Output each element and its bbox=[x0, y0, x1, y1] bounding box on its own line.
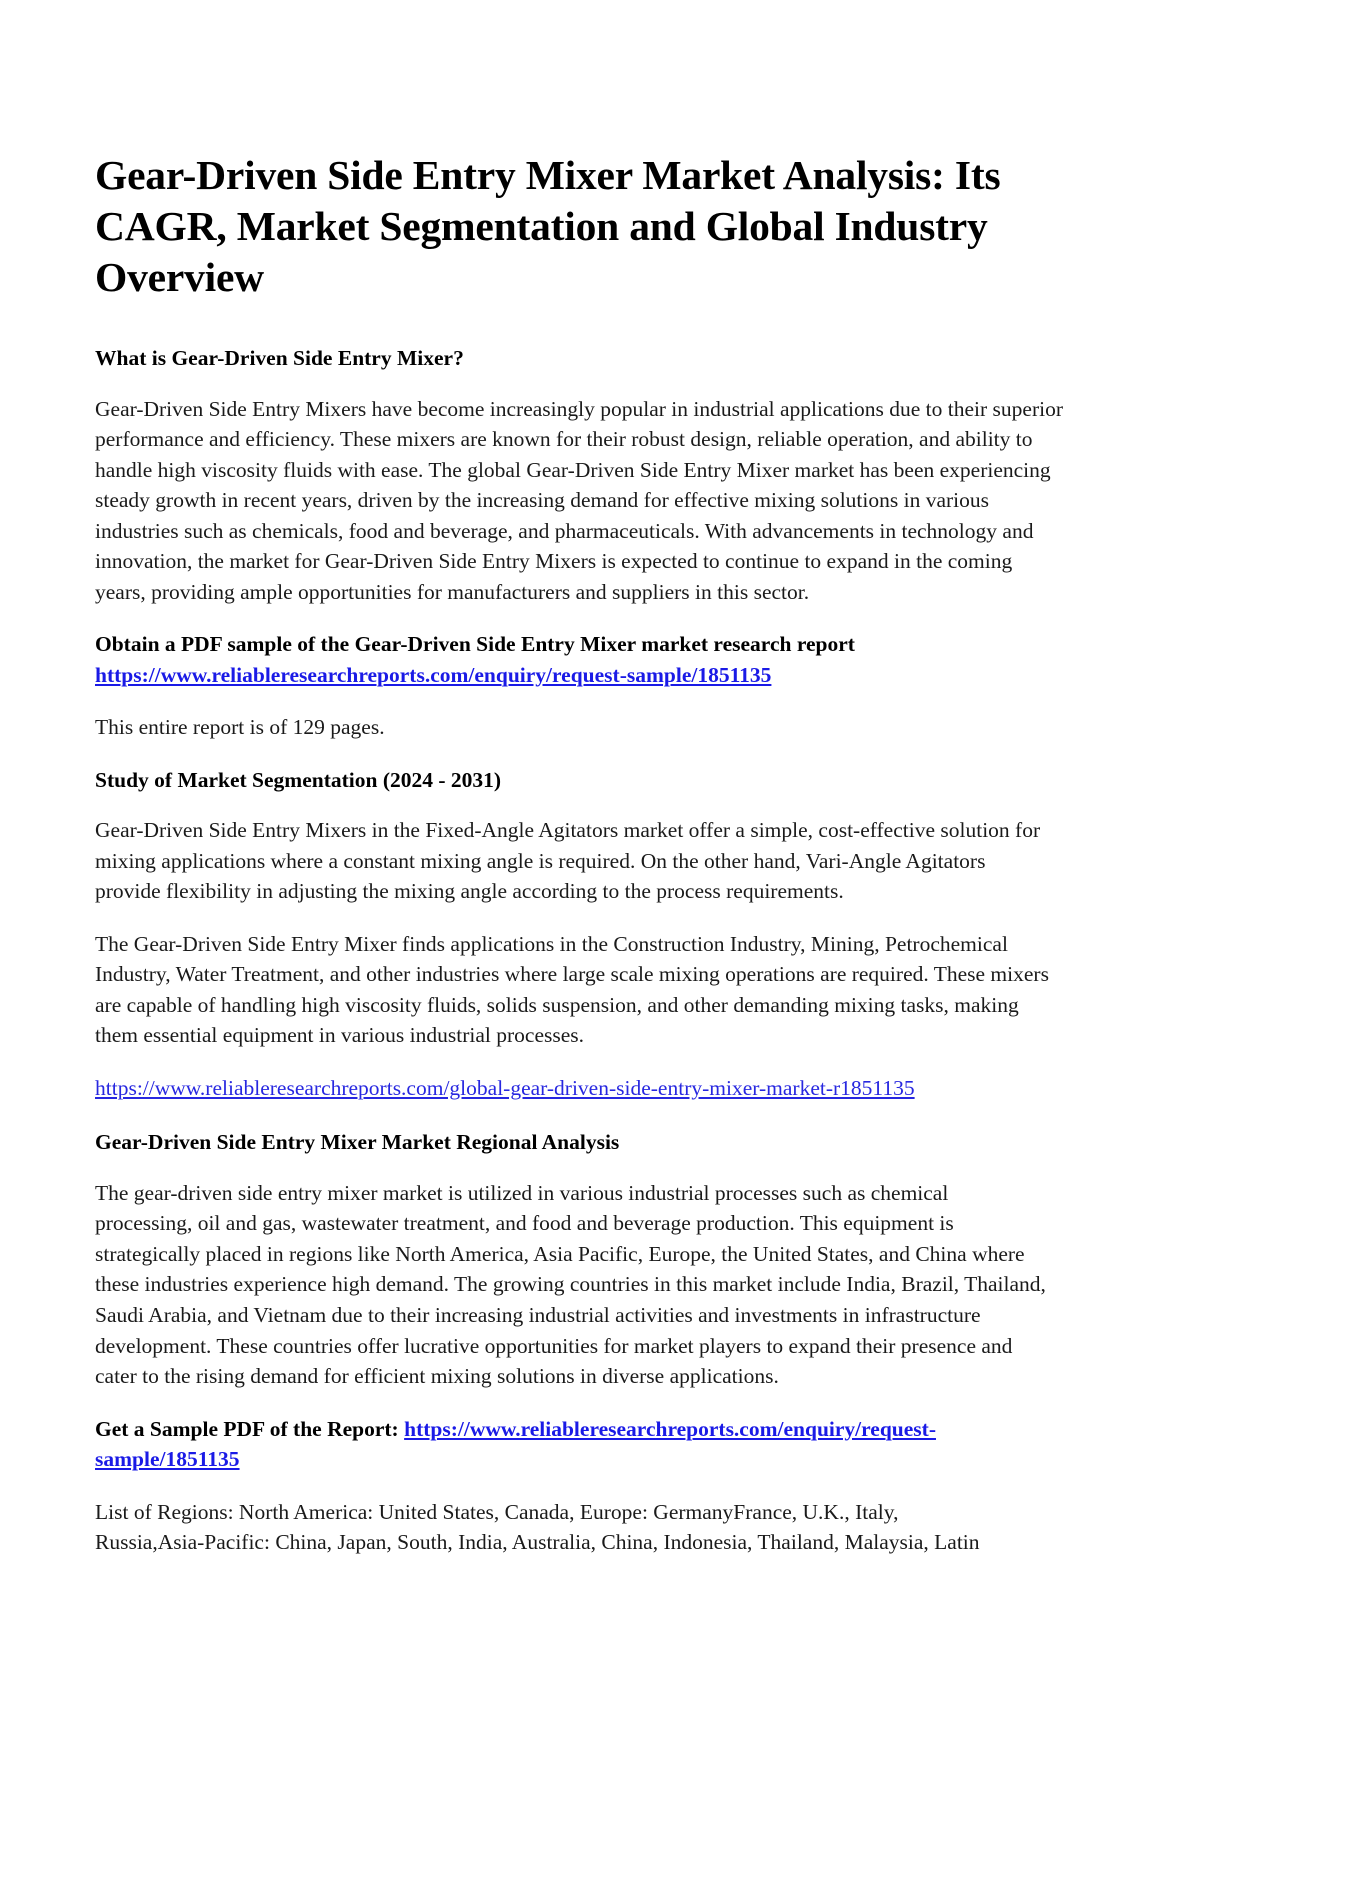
heading-market-segmentation: Study of Market Segmentation (2024 - 2031) bbox=[95, 767, 502, 792]
paragraph-page-count: This entire report is of 129 pages. bbox=[95, 715, 385, 740]
market-page-link[interactable]: https://www.reliableresearchreports.com/global-gear-driven-side-entry-mixer-market-r1851135 bbox=[95, 1075, 915, 1100]
pdf-sample-link[interactable]: https://www.reliableresearchreports.com/enquiry/request-sample/1851135 bbox=[95, 662, 772, 687]
paragraph-segmentation-types: Gear-Driven Side Entry Mixers in the Fixed-Angle Agitators market offer a simple, cost-effective solution for mixing applications where a constant mixing angle is required. On the other hand, Vari-Angle Agitators provide flexibility in adjusting the mixing angle according to the process requirements. bbox=[95, 818, 1041, 904]
page-title: Gear-Driven Side Entry Mixer Market Analysis: Its CAGR, Market Segmentation and Global Industry Overview bbox=[95, 152, 1001, 301]
paragraph-segmentation-applications: The Gear-Driven Side Entry Mixer finds applications in the Construction Industry, Mining, Petrochemical Industry, Water Treatment, and other industries where large scale mixing operations are required. These mixers are capable of handling high viscosity fluids, solids suspension, and other demanding mixing tasks, making them essential equipment in various industrial processes. bbox=[95, 931, 1049, 1048]
heading-regional-analysis: Gear-Driven Side Entry Mixer Market Regional Analysis bbox=[95, 1130, 620, 1155]
market-page-link-block bbox=[95, 1073, 1065, 1104]
heading-what-is: What is Gear-Driven Side Entry Mixer? bbox=[95, 346, 464, 371]
paragraph-what-is-body: Gear-Driven Side Entry Mixers have become increasingly popular in industrial applications due to their superior performance and efficiency. These mixers are known for their robust design, reliable operation, and ability to handle high viscosity fluids with ease. The global Gear-Driven Side Entry Mixer market has been experiencing steady growth in recent years, driven by the increasing demand for effective mixing solutions in various industries such as chemicals, food and beverage, and pharmaceuticals. With advancements in technology and innovation, the market for Gear-Driven Side Entry Mixers is expected to continue to expand in the coming years, providing ample opportunities for manufacturers and suppliers in this sector. bbox=[95, 396, 1063, 604]
paragraph-regional-analysis: The gear-driven side entry mixer market is utilized in various industrial processes such as chemical processing, oil and gas, wastewater treatment, and food and beverage production. This equipment is strategically placed in regions like North America, Asia Pacific, Europe, the United States, and China where these industries experience high demand. The growing countries in this market include India, Brazil, Thailand, Saudi Arabia, and Vietnam due to their increasing industrial activities and investments in infrastructure development. These countries offer lucrative opportunities for market players to expand their presence and cater to the rising demand for efficient mixing solutions in diverse applications. bbox=[95, 1180, 1046, 1389]
get-sample-pdf-link[interactable]: https://www.reliableresearchreports.com/enquiry/request-sample/1851135 bbox=[95, 1416, 936, 1472]
pdf-sample-request-block bbox=[95, 629, 975, 690]
pdf-sample-label: Obtain a PDF sample of the Gear-Driven Side Entry Mixer market research report bbox=[95, 632, 855, 657]
paragraph-regions-list: List of Regions: North America: United States, Canada, Europe: GermanyFrance, U.K., Italy, Russia,Asia-Pacific: China, Japan, South, India, Australia, China, Indonesia, Thailand, Malaysia, Latin bbox=[95, 1499, 980, 1555]
get-sample-label: Get a Sample PDF of the Report: bbox=[95, 1416, 405, 1441]
get-sample-pdf-block bbox=[95, 1414, 1000, 1475]
